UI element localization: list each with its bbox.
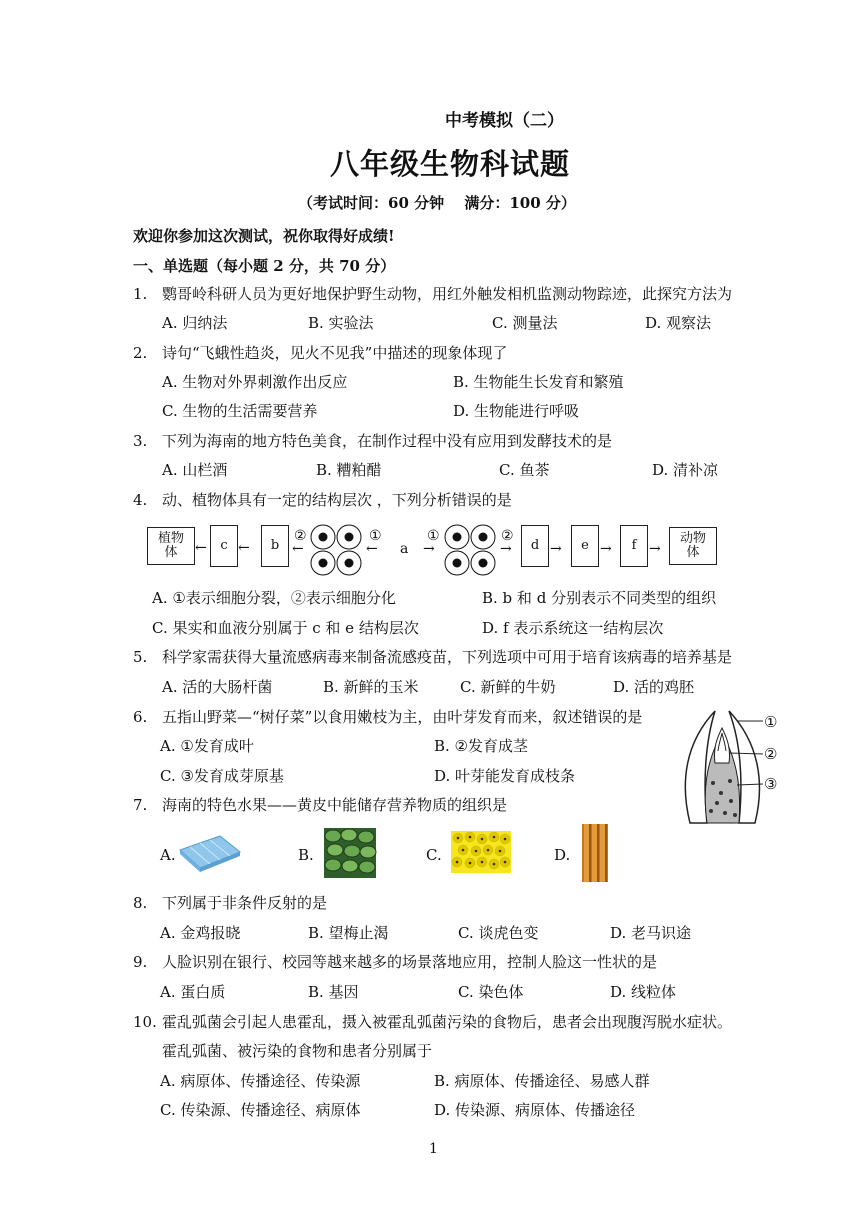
arrow-left-icon: ← xyxy=(195,540,207,556)
option-a: A. 金鸡报晓 xyxy=(160,924,241,942)
question-number: 1. xyxy=(133,285,148,303)
box-c xyxy=(210,525,238,567)
option-b: B. 基因 xyxy=(308,983,359,1001)
option-d: D. 传染源、病原体、传播途径 xyxy=(434,1101,636,1119)
question-stem: 下列属于非条件反射的是 xyxy=(162,894,328,912)
arrow-right-icon: → xyxy=(550,541,562,557)
question-number: 3. xyxy=(133,432,148,450)
bud-label-3: ③ xyxy=(764,775,778,793)
option-d: D. f 表示系统这一结构层次 xyxy=(482,619,664,637)
option-b: B. ②发育成茎 xyxy=(434,737,529,755)
question-number: 10. xyxy=(133,1013,157,1031)
question-number: 6. xyxy=(133,708,148,726)
four-cell-group-left xyxy=(308,522,364,578)
option-d: D. 观察法 xyxy=(645,314,712,332)
animal-body-label: 动物体 xyxy=(679,531,706,560)
option-b: B. 糟粕醋 xyxy=(316,461,382,479)
question-number: 2. xyxy=(133,344,148,362)
option-a: A. xyxy=(160,846,176,864)
option-d: D. 线粒体 xyxy=(610,983,677,1001)
arrow-right-icon: → xyxy=(600,541,612,557)
box-f-label: f xyxy=(631,538,637,553)
box-c-label: c xyxy=(220,538,228,553)
box-f xyxy=(620,525,648,567)
four-cell-group-right xyxy=(442,522,498,578)
option-c: C. 谈虎色变 xyxy=(458,924,539,942)
question-stem: 诗句“飞蛾性趋炎，见火不见我”中描述的现象体现了 xyxy=(162,344,508,362)
option-b: B. 新鲜的玉米 xyxy=(323,678,419,696)
plant-body-label: 植物体 xyxy=(157,531,184,560)
label-two: ② xyxy=(501,528,514,544)
option-d: D. 生物能进行呼吸 xyxy=(453,402,580,420)
option-b: B. 实验法 xyxy=(308,314,374,332)
question-stem: 海南的特色水果——黄皮中能储存营养物质的组织是 xyxy=(162,796,508,814)
label-two: ② xyxy=(294,528,307,544)
option-c: C. 染色体 xyxy=(458,983,524,1001)
box-d-label: d xyxy=(530,538,540,553)
option-b: B. xyxy=(298,846,314,864)
exam-subtitle: 中考模拟（二） xyxy=(445,111,564,131)
plant-body-box xyxy=(147,527,195,565)
option-d: D. 叶芽能发育成枝条 xyxy=(434,767,576,785)
question-number: 5. xyxy=(133,648,148,666)
question-number: 7. xyxy=(133,796,148,814)
tissue-image-b xyxy=(322,826,378,880)
option-a: A. 病原体、传播途径、传染源 xyxy=(160,1072,361,1090)
option-a: A. ①发育成叶 xyxy=(160,737,254,755)
arrow-right-icon: → xyxy=(423,541,435,557)
option-c: C. 测量法 xyxy=(492,314,558,332)
arrow-right-icon: → xyxy=(500,541,512,557)
box-b xyxy=(261,525,289,567)
question-number: 8. xyxy=(133,894,148,912)
question-stem: 人脸识别在银行、校园等越来越多的场景落地应用，控制人脸这一性状的是 xyxy=(162,953,658,971)
option-c: C. 新鲜的牛奶 xyxy=(460,678,556,696)
section-heading: 一、单选题（每小题 2 分，共 70 分） xyxy=(133,257,396,275)
question-stem: 鹦哥岭科研人员为更好地保护野生动物，用红外触发相机监测动物踪迹，此探究方法为 xyxy=(162,285,733,303)
question-stem: 霍乱弧菌会引起人患霍乱，摄入被霍乱弧菌污染的食物后，患者会出现腹泻脱水症状。 xyxy=(162,1013,733,1031)
question-number: 9. xyxy=(133,953,148,971)
bud-label-1: ① xyxy=(764,713,778,731)
option-b: B. 病原体、传播途径、易感人群 xyxy=(434,1072,650,1090)
tissue-image-a xyxy=(176,832,244,874)
question-stem: 五指山野菜—“树仔菜”以食用嫩枝为主，由叶芽发育而来，叙述错误的是 xyxy=(162,708,643,726)
tissue-image-d xyxy=(580,822,610,884)
question-stem: 动、植物体具有一定的结构层次 ，下列分析错误的是 xyxy=(162,491,512,509)
option-c: C. 鱼茶 xyxy=(499,461,550,479)
welcome-text: 欢迎你参加这次测试，祝你取得好成绩! xyxy=(133,227,395,245)
box-e xyxy=(571,525,599,567)
cell-a-label: a xyxy=(400,541,409,557)
question-number: 4. xyxy=(133,491,148,509)
option-a: A. 蛋白质 xyxy=(160,983,226,1001)
box-e-label: e xyxy=(581,538,589,553)
exam-title: 八年级生物科试题 xyxy=(330,147,571,181)
arrow-left-icon: ← xyxy=(366,541,378,557)
question-stem-continued: 霍乱弧菌、被污染的食物和患者分别属于 xyxy=(162,1042,433,1060)
page-number: 1 xyxy=(429,1141,438,1157)
option-b: B. 生物能生长发育和繁殖 xyxy=(453,373,624,391)
option-a: A. 生物对外界刺激作出反应 xyxy=(162,373,348,391)
label-one: ① xyxy=(369,528,382,544)
tissue-image-c xyxy=(450,830,512,874)
animal-body-box xyxy=(669,527,717,565)
question-stem: 下列为海南的地方特色美食，在制作过程中没有应用到发酵技术的是 xyxy=(162,432,613,450)
label-one: ① xyxy=(427,528,440,544)
option-a: A. 活的大肠杆菌 xyxy=(162,678,273,696)
box-d xyxy=(521,525,549,567)
option-d: D. 活的鸡胚 xyxy=(613,678,695,696)
option-d: D. xyxy=(554,846,571,864)
option-c: C. xyxy=(426,846,442,864)
option-d: D. 老马识途 xyxy=(610,924,692,942)
arrow-left-icon: ← xyxy=(238,540,250,556)
option-c: C. 生物的生活需要营养 xyxy=(162,402,318,420)
option-c: C. 传染源、传播途径、病原体 xyxy=(160,1101,361,1119)
option-a: A. ①表示细胞分裂，②表示细胞分化 xyxy=(152,589,396,607)
question-stem: 科学家需获得大量流感病毒来制备流感疫苗，下列选项中可用于培育该病毒的培养基是 xyxy=(162,648,733,666)
box-b-label: b xyxy=(270,538,280,553)
arrow-left-icon: ← xyxy=(292,541,304,557)
option-d: D. 清补凉 xyxy=(652,461,719,479)
exam-info: （考试时间：60 分钟 满分：100 分） xyxy=(298,194,576,212)
option-c: C. 果实和血液分别属于 c 和 e 结构层次 xyxy=(152,619,419,637)
arrow-right-icon: → xyxy=(649,541,661,557)
option-c: C. ③发育成芽原基 xyxy=(160,767,284,785)
option-a: A. 归纳法 xyxy=(162,314,228,332)
option-b: B. b 和 d 分别表示不同类型的组织 xyxy=(482,589,717,607)
option-b: B. 望梅止渴 xyxy=(308,924,389,942)
option-a: A. 山栏酒 xyxy=(162,461,228,479)
bud-label-2: ② xyxy=(764,745,778,763)
